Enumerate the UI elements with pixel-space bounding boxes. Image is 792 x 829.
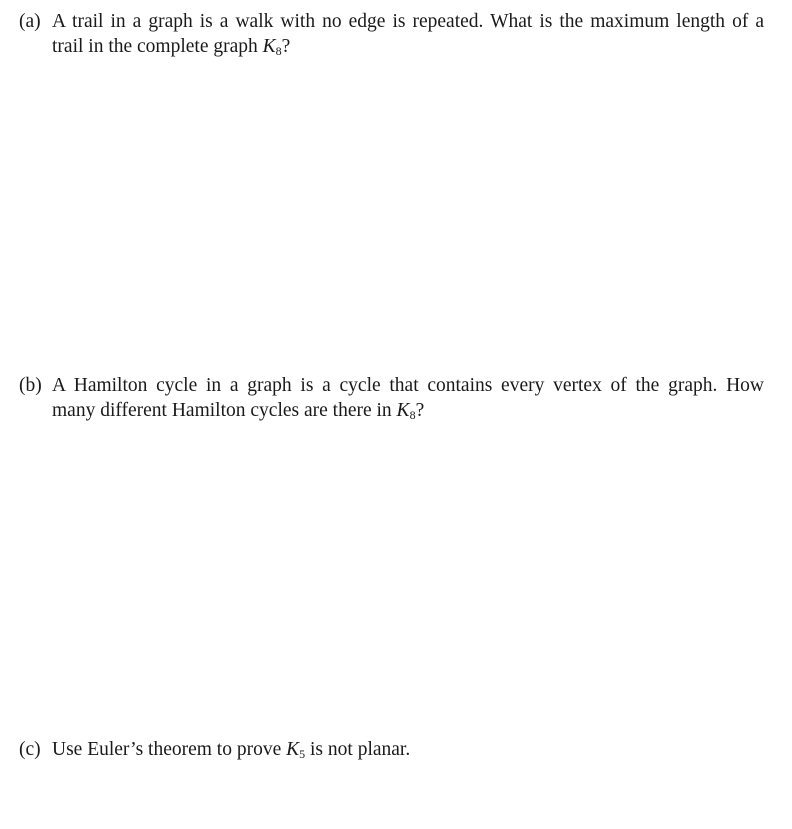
problem-c-line-1-end: is not planar. — [305, 739, 411, 760]
problem-a-math-subscript: 8 — [275, 44, 282, 58]
problem-b-label: (b) — [19, 375, 42, 396]
problem-b-math-var: K — [396, 400, 410, 421]
problem-a-line-2-text: trail in the complete graph — [52, 36, 263, 57]
problem-c-line-1-text: Use Euler’s theorem to prove — [52, 739, 287, 760]
problem-a-label: (a) — [19, 11, 41, 32]
problem-c-math-var: K — [286, 739, 300, 760]
problem-a-line-1: A trail in a graph is a walk with no edge is repeated. What is the maximum length of a — [52, 11, 764, 32]
problem-a — [19, 9, 764, 59]
problem-a-line-2-end: ? — [281, 36, 291, 57]
problem-b-line-1: A Hamilton cycle in a graph is a cycle that contains every vertex of the graph. How — [52, 375, 764, 396]
problem-c — [19, 737, 764, 762]
problem-c-math-subscript: 5 — [299, 747, 306, 761]
problem-c-text — [52, 737, 764, 762]
problem-b — [19, 373, 764, 423]
problem-a-line-2 — [52, 34, 764, 59]
problem-c-line-1 — [52, 737, 764, 762]
problem-a-math-var: K — [262, 36, 276, 57]
problem-a-text — [52, 9, 764, 59]
problem-b-text — [52, 373, 764, 423]
problem-c-label: (c) — [19, 739, 41, 760]
problem-b-math-subscript: 8 — [409, 408, 416, 422]
problem-b-line-2-end: ? — [415, 400, 425, 421]
problem-b-line-2-text: many different Hamilton cycles are there in — [52, 400, 397, 421]
problem-b-line-2 — [52, 398, 764, 423]
